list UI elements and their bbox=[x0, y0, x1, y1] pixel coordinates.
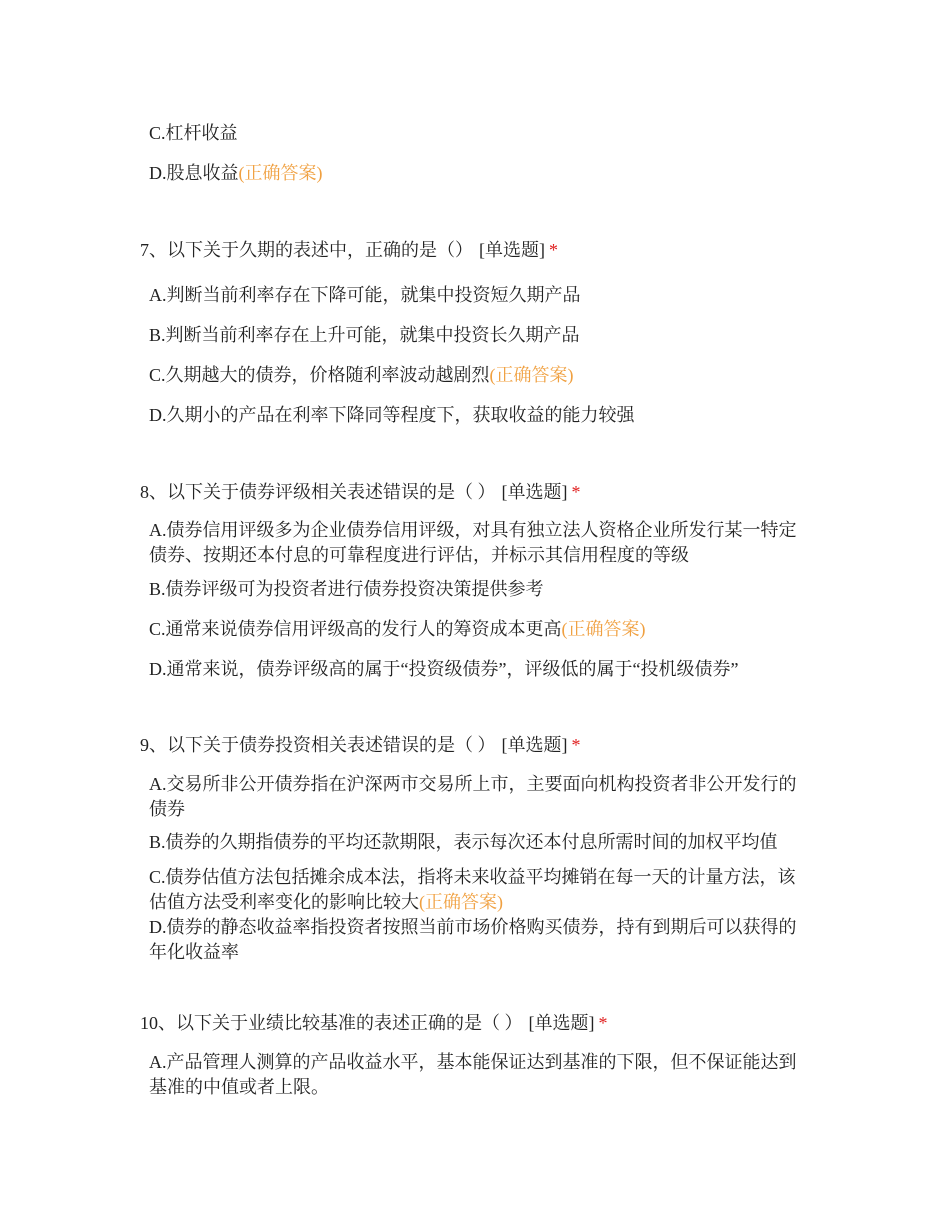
option-8-d[interactable] bbox=[149, 657, 809, 682]
required-marker: * bbox=[598, 1013, 608, 1033]
question-text: 7、以下关于久期的表述中，正确的是（） bbox=[140, 240, 473, 260]
option-text: B.判断当前利率存在上升可能，就集中投资长久期产品 bbox=[149, 325, 580, 345]
option-6-c[interactable] bbox=[149, 121, 809, 146]
option-9-a[interactable] bbox=[149, 772, 809, 822]
option-text: C.通常来说债券信用评级高的发行人的筹资成本更高 bbox=[149, 619, 562, 639]
question-text: 8、以下关于债券评级相关表述错误的是（ ） bbox=[140, 482, 496, 502]
question-title bbox=[140, 238, 820, 262]
required-marker: * bbox=[571, 735, 581, 755]
option-10-a[interactable] bbox=[149, 1050, 809, 1100]
option-9-b[interactable] bbox=[149, 830, 809, 855]
option-text: B.债券的久期指债券的平均还款期限，表示每次还本付息所需时间的加权平均值 bbox=[149, 832, 778, 852]
correct-answer-tag: (正确答案) bbox=[561, 619, 646, 639]
question-type-badge: [单选题] bbox=[501, 482, 568, 502]
option-text: A.债券信用评级多为企业债券信用评级，对具有独立法人资格企业所发行某一特定债券、按期还本付息的可靠程度进行评估，并标示其信用程度的等级 bbox=[149, 520, 797, 565]
question-type-badge: [单选题] bbox=[501, 735, 568, 755]
question-title bbox=[140, 1011, 820, 1035]
option-8-b[interactable] bbox=[149, 577, 809, 602]
question-text: 10、以下关于业绩比较基准的表述正确的是（ ） bbox=[140, 1013, 523, 1033]
option-8-c[interactable] bbox=[149, 617, 809, 642]
option-text: B.债券评级可为投资者进行债券投资决策提供参考 bbox=[149, 579, 544, 599]
correct-answer-tag: (正确答案) bbox=[238, 163, 323, 183]
option-text: D.久期小的产品在利率下降同等程度下，获取收益的能力较强 bbox=[149, 405, 635, 425]
option-text: C.杠杆收益 bbox=[149, 123, 238, 143]
option-7-b[interactable] bbox=[149, 323, 809, 348]
option-7-a[interactable] bbox=[149, 283, 809, 308]
question-title bbox=[140, 733, 820, 757]
option-7-c[interactable] bbox=[149, 363, 809, 388]
required-marker: * bbox=[571, 482, 581, 502]
option-text: D.股息收益 bbox=[149, 163, 239, 183]
option-7-d[interactable] bbox=[149, 403, 809, 428]
required-marker: * bbox=[549, 240, 558, 260]
option-6-d[interactable] bbox=[149, 161, 809, 186]
option-8-a[interactable] bbox=[149, 518, 809, 568]
option-text: D.通常来说，债券评级高的属于“投资级债券”，评级低的属于“投机级债券” bbox=[149, 659, 739, 679]
question-title bbox=[140, 480, 820, 504]
option-text: A.判断当前利率存在下降可能，就集中投资短久期产品 bbox=[149, 285, 581, 305]
option-text: C.债券估值方法包括摊余成本法，指将未来收益平均摊销在每一天的计量方法，该估值方法受利率变化的影响比较大 bbox=[149, 867, 796, 912]
option-text: A.产品管理人测算的产品收益水平，基本能保证达到基准的下限，但不保证能达到基准的中值或者上限。 bbox=[149, 1052, 797, 1097]
correct-answer-tag: (正确答案) bbox=[489, 365, 574, 385]
option-text: C.久期越大的债券，价格随利率波动越剧烈 bbox=[149, 365, 490, 385]
option-9-d[interactable] bbox=[149, 915, 809, 965]
question-type-badge: [单选题] bbox=[528, 1013, 595, 1033]
option-9-c[interactable] bbox=[149, 865, 809, 915]
option-text: A.交易所非公开债券指在沪深两市交易所上市，主要面向机构投资者非公开发行的债券 bbox=[149, 774, 797, 819]
option-text: D.债券的静态收益率指投资者按照当前市场价格购买债券，持有到期后可以获得的年化收益率 bbox=[149, 917, 797, 962]
question-type-badge: [单选题] bbox=[479, 240, 545, 260]
question-text: 9、以下关于债券投资相关表述错误的是（ ） bbox=[140, 735, 496, 755]
correct-answer-tag: (正确答案) bbox=[419, 892, 503, 912]
